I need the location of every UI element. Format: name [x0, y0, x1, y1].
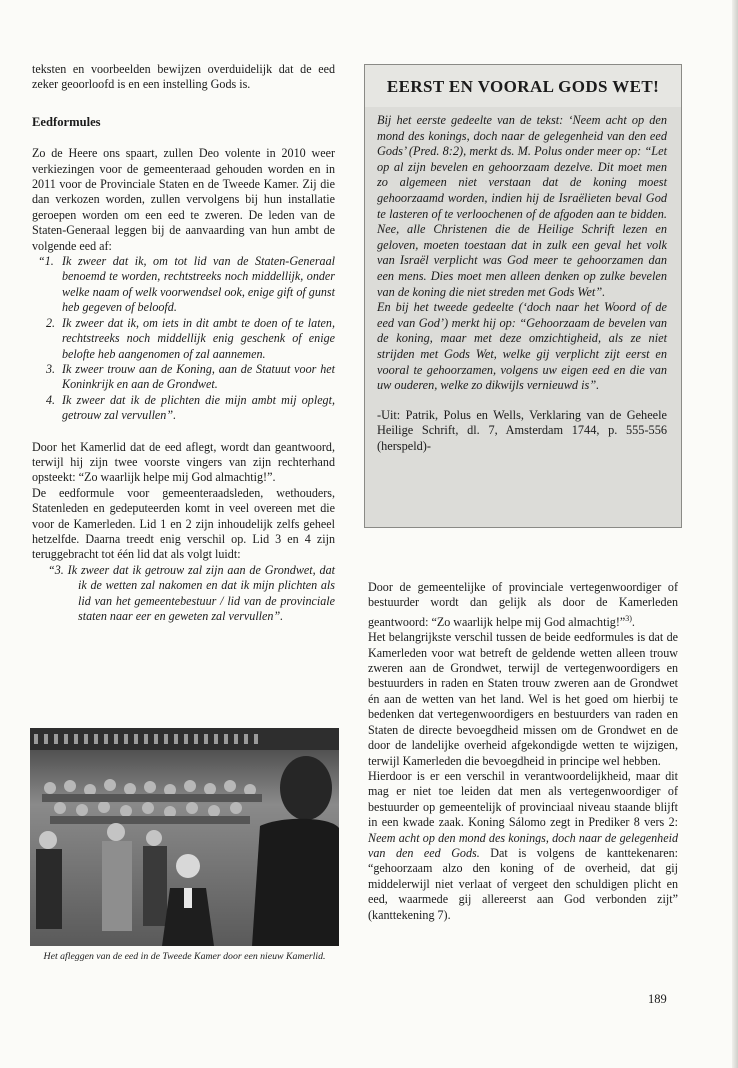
- oath-list: [32, 254, 335, 423]
- paragraph-text: Hierdoor is er een verschil in verantwoordelijkheid, maar dit mag er niet toe leiden dat men als vertegenwoordiger of bestuurder op gemeentelijk of provinciaal niveau staande blijft in een kwade zaak. Koning Sálomo zegt in Prediker 8 vers 2:: [368, 768, 678, 830]
- section-heading: Eedformules: [32, 114, 101, 129]
- sidebar-box-paragraph: Bij het eerste gedeelte van de tekst: ‘Neem acht op den mond des konings, doch naar de gelegenheid van den eed Gods’ (Pred. 8:2), merkt ds. M. Polus onder meer op: “Let op al zijn bevelen en gehoorzaam dezelve. Dit moet men zo algemeen niet verstaan dat de koning moest gehoorzaamd worden, indien hij de Israëlieten beval God te lasteren of te verloochenen of de afgoden aan te bidden. Nee, alle Christenen die de Heilige Schrift lezen en geloven, moeten toestaan dat in zulk een geval het volk van Israël verplicht was God meer te gehoorzamen dan een mens. Dies moet men alleen denken op zulke bevelen van de koning die niet streden met Gods Wet”.: [377, 113, 667, 299]
- photo-caption: Het afleggen van de eed in de Tweede Kamer door een nieuw Kamerlid.: [43, 951, 326, 962]
- paragraph: De eedformule voor gemeenteraadsleden, wethouders, Statenleden en gedeputeerden komt in veel overeen met die voor de Kamerleden. Lid 1 en 2 zijn inhoudelijk zelfs geheel hetzelfde. Daarna treedt enig verschil op. Lid 3 en 4 zijn teruggebracht tot één lid dat als volgt luidt:: [32, 485, 335, 562]
- bible-quote: Neem acht op den mond des konings, doch naar de gelegenheid van den eed Gods.: [368, 830, 678, 860]
- sidebar-box-paragraph: En bij het tweede gedeelte (‘doch naar het Woord of de eed van God’) merkt hij op: “Gehoorzaam de bevelen van de koning, maar met deze omzichtigheid, als ze niet strijden met Gods Wet, welke gij verplicht zijt eerst en vooral te gehoorzamen, volgens uw eigen eed en die van uw ouderen, welke zo dikwijls vernieuwd is”.: [377, 300, 667, 393]
- parliament-photo: [30, 728, 339, 946]
- paragraph: [368, 769, 678, 923]
- page-edge-shadow: [732, 0, 738, 1068]
- left-column: [32, 62, 335, 624]
- paragraph: Zo de Heere ons spaart, zullen Deo volente in 2010 weer verkiezingen voor de gemeenteraad gehouden worden en in 2011 voor de Provinciale Staten en de Tweede Kamer. Zij die dan verkozen worden, zullen vervolgens bij hun installatie geroepen worden om een eed te zweren. De leden van de Staten-Generaal leggen bij de aanvaarding van hun ambt de volgende eed af:: [32, 146, 335, 253]
- sidebar-box-body: [365, 107, 681, 394]
- sidebar-box-title: EERST EN VOORAL GODS WET!: [365, 65, 681, 107]
- oath-item-number: 4.: [46, 392, 56, 407]
- parliament-photo-image: [30, 728, 339, 946]
- right-column: [368, 580, 678, 923]
- sidebar-box-source: -Uit: Patrik, Polus en Wells, Verklaring van de Geheele Heilige Schrift, dl. 7, Amsterdam 1744, p. 555-556 (herspeld)-: [377, 407, 667, 453]
- paragraph: Door het Kamerlid dat de eed aflegt, wordt dan geantwoord, terwijl hij zijn twee voorste vingers van zijn rechterhand opsteekt: “Zo waarlijk helpe mij God almachtig!”.: [32, 439, 335, 485]
- paragraph: [368, 580, 678, 630]
- paragraph-text: Dat is volgens de kanttekenaren: “gehoorzaam alzo den koning of de overheid, dat gij middelerwijl niet verlaat of vergeet den schuldigen plicht en eed, waarmede gij allereerst aan God verbonden zijt” (kanttekening 7).: [368, 845, 678, 922]
- paragraph: Het belangrijkste verschil tussen de beide eedformules is dat de Kamerleden voor wat betreft de geldende wetten alleen trouw zweren aan de Grondwet, terwijl de vertegenwoordigers en bestuurders in raden en Staten trouw zweren aan de Grondwet én aan de wetten van het land. Wel is het goed om hierbij te bedenken dat vertegenwoordigers en bestuurders van raden en Staten de directe bevoegdheid missen om de Grondwet en de door de landelijke overheid afgekondigde wetten te wijzigen, terwijl Kamerleden die bevoegdheid in principe wel hebben.: [368, 630, 678, 768]
- oath-item: [46, 315, 335, 362]
- oath-item-number: 2.: [46, 315, 56, 330]
- paragraph-text: Door de gemeentelijke of provinciale vertegenwoordiger of bestuurder wordt dan gelijk als door de Kamerleden geantwoord: “Zo waarlijk helpe mij God almachtig!”: [368, 580, 678, 629]
- municipal-oath: “3. Ik zweer dat ik getrouw zal zijn aan de Grondwet, dat ik de wetten zal nakomen en dat ik mijn plichten als lid van het gemeentebestuur / lid van de provinciale staten naar eer en geweten zal vervullen”.: [48, 562, 335, 623]
- oath-item-text: Ik zweer dat ik de plichten die mijn ambt mij oplegt, getrouw zal vervullen”.: [62, 392, 335, 423]
- page-number: 189: [648, 992, 667, 1006]
- oath-item: [46, 361, 335, 393]
- oath-item-text: Ik zweer dat ik, om iets in dit ambt te doen of te laten, rechtstreeks noch middellijk enig geschenk of enige belofte heb aangenomen of zal aannemen.: [62, 315, 335, 361]
- oath-item: [38, 254, 335, 316]
- oath-item: [46, 392, 335, 424]
- paragraph-text: .: [631, 614, 635, 629]
- sidebar-box: [364, 64, 682, 528]
- oath-item-number: 3.: [46, 361, 56, 376]
- footnote-reference: 3): [625, 613, 632, 623]
- oath-item-text: Ik zweer trouw aan de Koning, aan de Statuut voor het Koninkrijk en aan de Grondwet.: [62, 361, 335, 392]
- intro-paragraph: teksten en voorbeelden bewijzen overduidelijk dat de eed zeker geoorloofd is en een instelling Gods is.: [32, 62, 335, 92]
- oath-item-text: Ik zweer dat ik, om tot lid van de Staten-Generaal benoemd te worden, rechtstreeks noch middellijk, onder welke naam of welk voorwendsel ook, enige gift of gunst heb gegeven of beloofd.: [62, 254, 335, 315]
- oath-item-number: “1.: [38, 254, 54, 269]
